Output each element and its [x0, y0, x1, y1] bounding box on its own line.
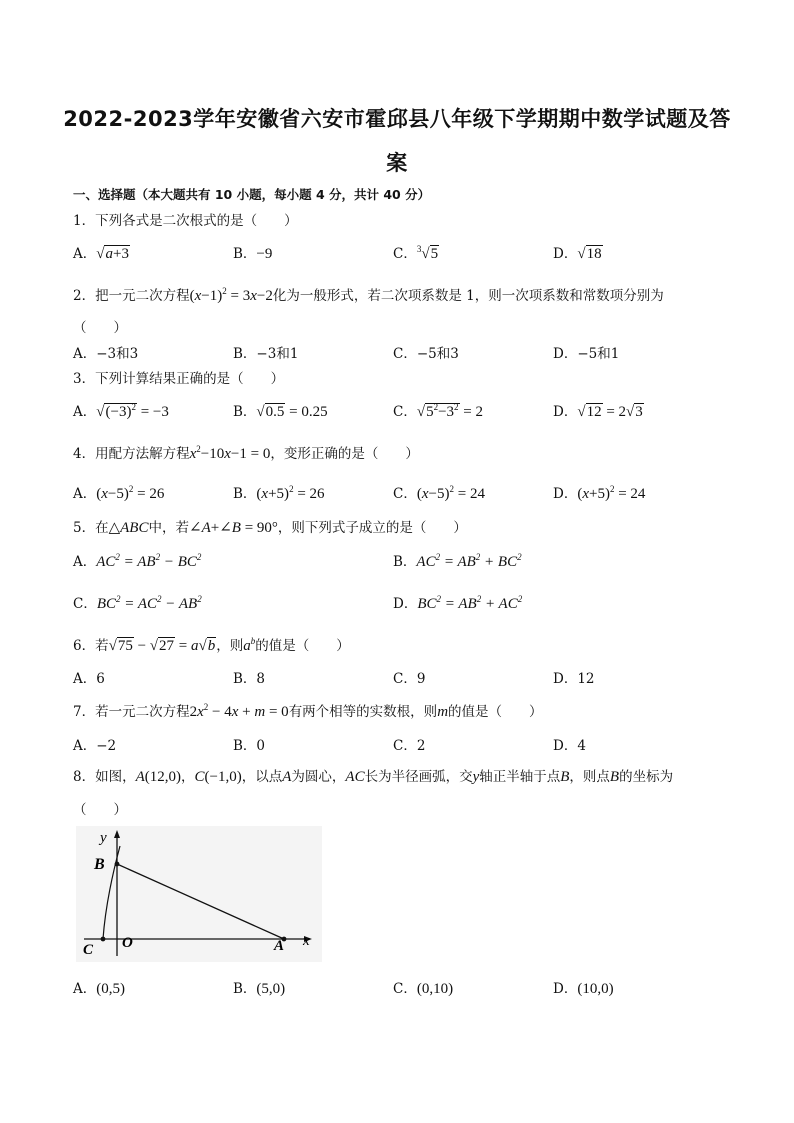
q3-option-c: C．$√5^2-3^2 = 2$: [393, 402, 484, 420]
question-8-stem-cont: （ ）: [73, 802, 127, 818]
question-4-stem: 4．用配方法解方程$x^2-10x-1 = 0$，变形正确的是（ ）: [73, 444, 419, 462]
question-6-stem: 6．若√75 − √27 = a√b，则$a^b$的值是（ ）: [73, 636, 350, 654]
q5-option-c: C．$BC^2 = AC^2 - AB^2$: [73, 594, 202, 612]
q5-option-a: A．$AC^2 = AB^2 - BC^2$: [73, 552, 202, 570]
q2-option-a: A．−3和3: [73, 346, 139, 362]
section-heading: 一、选择题（本大题共有 10 小题，每小题 4 分，共计 40 分）: [73, 187, 431, 202]
q7-option-b: B．0: [233, 738, 266, 754]
q5-option-b: B．$AC^2 = AB^2 + BC^2$: [393, 552, 522, 570]
q5-option-d: D．$BC^2 = AB^2 + AC^2$: [393, 594, 523, 612]
label-x: x: [303, 933, 310, 949]
q8-option-d: D．(10,0): [553, 981, 614, 997]
q4-option-d: D．$(x+5)^2 = 24$: [553, 484, 646, 502]
question-3-stem: 3．下列计算结果正确的是（ ）: [73, 371, 285, 387]
q3-option-a: A．$√(-3)^2 = -3$: [73, 402, 169, 420]
point-c: [101, 937, 106, 942]
q2-option-b: B．−3和1: [233, 346, 299, 362]
question-7-stem: 7．若一元二次方程$2x^2 - 4x + m = 0$有两个相等的实数根，则m的值是（ ）: [73, 702, 543, 720]
label-c: C: [83, 942, 94, 958]
q8-option-b: B．(5,0): [233, 981, 286, 997]
question-2-stem-cont: （ ）: [73, 320, 127, 336]
q1-option-a: A．√a+3: [73, 246, 129, 262]
q1-option-b: B．−9: [233, 246, 273, 262]
label-b: B: [94, 856, 105, 873]
q8-option-c: C．(0,10): [393, 981, 454, 997]
page-title: 2022-2023学年安徽省六安市霍邱县八年级下学期期中数学试题及答: [63, 107, 731, 131]
q7-option-c: C．2: [393, 738, 426, 754]
q1-option-d: D．√18: [553, 246, 602, 262]
question-1-stem: 1．下列各式是二次根式的是（ ）: [73, 213, 298, 229]
q7-option-d: D．4: [553, 738, 586, 754]
q8-option-a: A．(0,5): [73, 981, 125, 997]
q6-option-b: B．8: [233, 671, 266, 687]
question-8-stem: 8．如图，A(12,0)，C(−1,0)，以点A为圆心，AC长为半径画弧，交y轴正半轴于点B，则点B的坐标为: [73, 769, 674, 785]
point-b: [115, 862, 120, 867]
q1-option-c: C．$^3$√5: [393, 244, 439, 262]
q4-option-c: C．$(x-5)^2 = 24$: [393, 484, 485, 502]
q6-option-c: C．9: [393, 671, 426, 687]
label-a: A: [274, 938, 285, 954]
geometry-figure: [76, 826, 322, 962]
q3-option-b: B．√0.5 = 0.25: [233, 404, 328, 420]
question-5-stem: 5．在△ABC中，若∠A+∠B = 90°，则下列式子成立的是（ ）: [73, 520, 467, 536]
question-2-stem: 2．把一元二次方程$(x-1)^2 = 3x-2$化为一般形式，若二次项系数是 1，则一次项系数和常数项分别为: [73, 286, 664, 304]
label-y: y: [100, 830, 107, 846]
figure-background: [76, 826, 322, 962]
q6-option-a: A．6: [73, 671, 105, 687]
q2-option-c: C．−5和3: [393, 346, 459, 362]
q4-option-a: A．$(x-5)^2 = 26$: [73, 484, 165, 502]
q6-option-d: D．12: [553, 671, 595, 687]
q7-option-a: A．−2: [73, 738, 117, 754]
q4-option-b: B．$(x+5)^2 = 26$: [233, 484, 325, 502]
q2-option-d: D．−5和1: [553, 346, 620, 362]
q3-option-d: D．√12 = 2√3: [553, 404, 643, 420]
label-o: O: [122, 935, 133, 951]
page-title-cont: 案: [386, 151, 408, 175]
